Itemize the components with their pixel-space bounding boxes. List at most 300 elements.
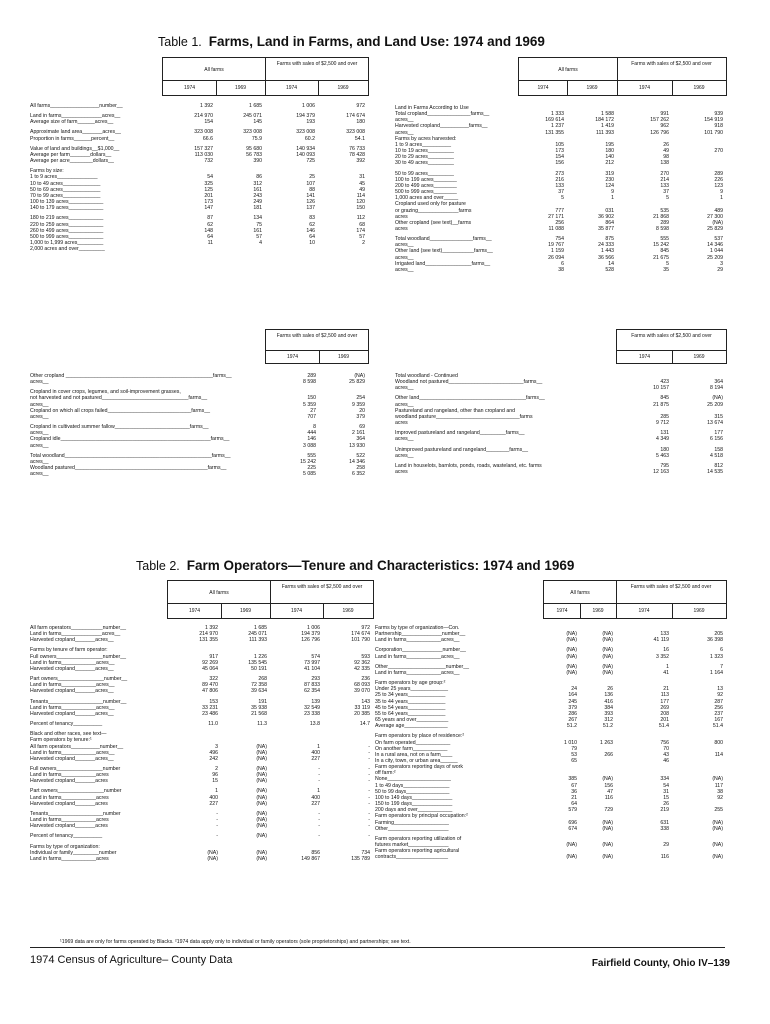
row-value: (NA) — [602, 776, 613, 783]
row-value: (NA) — [712, 819, 723, 826]
row-label: acres — [395, 420, 408, 427]
row-value: 323 008 — [296, 129, 315, 136]
row-value: 27 300 — [707, 213, 723, 220]
row-value: 707 — [307, 413, 316, 420]
row-label: 50 to 99 acres_________ — [395, 170, 454, 177]
row-value: 24 — [571, 686, 577, 693]
row-value: 219 — [660, 807, 669, 814]
row-value: 180 — [356, 119, 365, 126]
row-value: 37 — [558, 189, 564, 196]
row-value: 972 — [356, 103, 365, 109]
row-value: (NA) — [602, 819, 613, 826]
row-value: 9 712 — [656, 420, 669, 427]
row-value: 845 — [660, 248, 669, 255]
row-value: (NA) — [256, 788, 267, 795]
row-value: 8 598 — [656, 225, 669, 232]
row-value: 126 — [306, 199, 315, 206]
header-sales: Farms with sales of $2,500 and over — [276, 333, 358, 339]
row-value — [264, 246, 317, 252]
row-label: acres__ — [395, 254, 414, 261]
row-value: 1 392 — [205, 625, 218, 631]
row-label: Farming___________________ — [375, 819, 449, 826]
row-value: - — [368, 833, 370, 840]
row-value: 45 064 — [202, 665, 218, 672]
row-value: 237 — [714, 710, 723, 717]
row-value: 38 — [717, 788, 723, 795]
row-value: - — [216, 833, 218, 840]
row-value: 312 — [604, 717, 613, 724]
row-label: 140 to 179 acres____________ — [30, 205, 104, 212]
table1-left-header — [162, 57, 369, 96]
row-label: Farms by size: — [30, 168, 64, 175]
row-value: 16 — [663, 647, 669, 654]
row-label: 100 to 199 acres________ — [395, 176, 457, 183]
row-value: 39 070 — [354, 688, 370, 695]
row-label: acres__ — [395, 242, 414, 249]
row-value: (NA) — [256, 772, 267, 779]
row-value: - — [368, 755, 370, 762]
header-sales: Farms with sales of $2,500 and over — [276, 61, 358, 67]
row-value: 98 — [663, 154, 669, 161]
row-value: 54 — [207, 174, 213, 181]
row-value: 54 — [663, 782, 669, 789]
header-1974: 1974 — [638, 85, 651, 91]
row-value: 14 535 — [707, 469, 723, 476]
row-label: Part owners________________number — [30, 788, 122, 795]
header-1974: 1974 — [537, 85, 549, 91]
row-value: 177 — [660, 698, 669, 705]
row-value: 174 674 — [346, 113, 365, 120]
row-value: 117 — [714, 782, 723, 789]
row-label: acres__ — [395, 452, 414, 459]
row-label: Land in farms____________acres — [30, 772, 109, 779]
row-value: 148 — [204, 227, 213, 234]
row-value: 174 — [356, 227, 365, 234]
row-value: 1 226 — [254, 653, 267, 660]
row-value: 46 — [663, 757, 669, 764]
row-value: (NA) — [256, 755, 267, 762]
row-value: 225 — [307, 465, 316, 472]
row-label: Harvested cropland_______acres__ — [30, 755, 114, 762]
row-value: 19 767 — [548, 242, 564, 249]
row-label: futures market______________ — [375, 842, 449, 848]
row-value: 49 — [359, 186, 365, 193]
row-value: 92 362 — [354, 659, 370, 666]
row-value: 256 — [555, 219, 564, 226]
row-value: 245 071 — [243, 113, 262, 120]
row-value: 76 733 — [349, 145, 365, 152]
row-value: 161 — [253, 227, 262, 234]
row-label: Farm operators reporting agricultural — [375, 848, 460, 855]
row-value: 254 — [356, 395, 365, 402]
row-value: 214 970 — [199, 631, 218, 638]
header-all-farms: All farms — [558, 67, 578, 73]
row-value: 15 242 — [653, 242, 669, 249]
row-value: 379 — [568, 704, 577, 711]
row-value: 57 — [256, 233, 262, 240]
row-label: Harvested cropland_______acres — [30, 778, 108, 785]
row-value: 15 242 — [300, 458, 316, 465]
row-label: Part owners________________number__ — [30, 676, 128, 683]
row-label: Average age_______________ — [375, 723, 448, 730]
row-value: 390 — [253, 158, 262, 165]
row-value: 62 — [309, 221, 315, 228]
row-value: 4 — [259, 239, 262, 246]
row-value: 105 — [555, 141, 564, 148]
row-value: (NA) — [712, 776, 723, 783]
row-value: 3 — [720, 260, 723, 267]
row-value: 73 997 — [304, 659, 320, 666]
row-value: 133 — [660, 631, 669, 638]
row-value: - — [368, 743, 370, 750]
row-value: 87 — [207, 215, 213, 222]
row-label: Cropland in cover crops, legumes, and soil-improvement grasses, — [30, 389, 181, 396]
row-value: 64 — [571, 801, 577, 808]
row-value: 334 — [660, 776, 669, 783]
header-1969: 1969 — [239, 608, 252, 614]
row-value: 107 — [306, 180, 315, 187]
row-value: 270 — [714, 148, 723, 155]
row-label: 200 to 499 acres________ — [395, 182, 457, 189]
row-value: 89 470 — [202, 682, 218, 689]
row-value: (NA) — [207, 855, 218, 862]
row-value: 68 093 — [354, 682, 370, 689]
row-value: 24 333 — [598, 242, 614, 249]
row-value: 147 — [204, 205, 213, 212]
row-value: 20 385 — [354, 710, 370, 717]
row-value: 53 — [571, 751, 577, 758]
row-value: (NA) — [712, 219, 723, 226]
row-value: 325 — [204, 180, 213, 187]
row-value: 579 — [568, 807, 577, 814]
table1-right-body — [395, 105, 725, 273]
row-value: 180 — [660, 446, 669, 453]
row-value: 131 355 — [545, 129, 564, 136]
row-label: Harvested cropland_______acres__ — [30, 637, 114, 644]
header-all-farms: All farms — [204, 67, 224, 73]
row-label: Other_____________________ — [375, 825, 449, 832]
row-value: 92 269 — [202, 659, 218, 666]
row-label: acres__ — [395, 129, 414, 136]
row-value: 1 — [215, 788, 218, 795]
row-label: Land in farms____________acres__ — [375, 669, 460, 676]
row-label: Harvested cropland_______acres__ — [30, 665, 114, 672]
table-row — [375, 854, 725, 860]
row-value: 66.6 — [202, 135, 213, 142]
row-value: (NA) — [602, 825, 613, 832]
row-value: 031 — [605, 207, 614, 214]
row-value: 133 — [660, 182, 669, 189]
row-value: 56 783 — [246, 151, 262, 158]
row-value: 51.4 — [658, 723, 669, 730]
row-value: 800 — [714, 739, 723, 746]
row-label: Full owners________________number — [30, 765, 121, 772]
row-value: 528 — [605, 266, 614, 273]
row-value: 312 — [253, 180, 262, 187]
row-value: 5 085 — [303, 471, 316, 478]
row-label: 200 days and over____________ — [375, 807, 453, 814]
row-value: 193 — [306, 119, 315, 126]
row-value: - — [368, 817, 370, 824]
table2-title — [136, 558, 574, 573]
row-label: acres__ — [30, 442, 49, 449]
row-value: 917 — [209, 653, 218, 660]
row-value: 270 — [660, 170, 669, 177]
header-1974: 1974 — [638, 608, 650, 614]
row-value: - — [318, 833, 320, 840]
row-label: acres__ — [395, 436, 414, 443]
row-value: 27 — [310, 407, 316, 414]
row-label: 70 to 99 acres_____________ — [30, 192, 101, 199]
row-value: 1 — [317, 788, 320, 795]
row-value: 154 — [555, 154, 564, 161]
row-label: acres__ — [395, 266, 414, 273]
row-value: (NA) — [256, 833, 267, 840]
row-value: 29 — [663, 842, 669, 848]
row-value: 139 — [311, 698, 320, 705]
row-value: - — [216, 823, 218, 830]
row-value: 69 — [359, 424, 365, 431]
row-label: Individual or family_________number — [30, 849, 117, 856]
row-label: Farm operators by age group:² — [375, 680, 446, 687]
row-value: 255 — [714, 807, 723, 814]
row-value: 75 — [256, 221, 262, 228]
row-label: Land in farms____________acres__ — [30, 704, 115, 711]
row-value: 20 — [359, 407, 365, 414]
row-value: (NA) — [256, 794, 267, 801]
table-row — [30, 246, 367, 252]
header-1974: 1974 — [638, 354, 651, 360]
row-value: 101 790 — [351, 637, 370, 644]
row-value: - — [318, 817, 320, 824]
row-value: 8 598 — [303, 379, 316, 386]
row-value: (NA) — [602, 854, 613, 861]
row-value: 379 — [356, 413, 365, 420]
row-value: 39 634 — [251, 688, 267, 695]
row-value: 126 796 — [650, 129, 669, 136]
row-value: 83 — [309, 215, 315, 222]
row-value: 322 — [209, 676, 218, 683]
row-value: 96 — [212, 772, 218, 779]
row-value: 6 156 — [710, 436, 723, 443]
row-value: (NA) — [566, 631, 577, 638]
row-value: 444 — [307, 430, 316, 437]
row-label: Other cropland ___________________________________________________farms__ — [30, 373, 232, 379]
row-label: Farm operators reporting utilization of — [375, 835, 462, 842]
row-label: On another farm____________ — [375, 745, 448, 752]
row-value: 173 — [555, 148, 564, 155]
header-1969: 1969 — [693, 354, 705, 360]
row-value: 133 — [555, 182, 564, 189]
row-value: 385 — [568, 776, 577, 783]
row-value: 35 — [663, 266, 669, 273]
row-value: 25 829 — [349, 379, 365, 386]
row-value: (NA) — [566, 669, 577, 676]
row-value: 1 443 — [601, 248, 614, 255]
row-value: 68 — [359, 221, 365, 228]
row-label: Land in farms______________acres__ — [30, 631, 121, 638]
row-value: - — [216, 817, 218, 824]
row-value: 140 — [605, 154, 614, 161]
row-value: 21 868 — [653, 213, 669, 220]
row-value: 423 — [660, 379, 669, 386]
row-value: 27 171 — [548, 213, 564, 220]
row-value: 939 — [714, 111, 723, 118]
row-value: 181 — [253, 205, 262, 212]
row-value: 169 614 — [545, 117, 564, 124]
row-value: 177 — [714, 430, 723, 437]
row-value: 36 566 — [598, 254, 614, 261]
row-value: 4 518 — [710, 452, 723, 459]
row-value: 535 — [660, 207, 669, 214]
row-value: 1 419 — [601, 123, 614, 130]
row-value: 131 — [660, 430, 669, 437]
row-value: 164 — [568, 692, 577, 699]
row-value: 54.1 — [354, 135, 365, 142]
row-value: 8 194 — [710, 385, 723, 392]
row-label: 65 years and over___________ — [375, 717, 449, 724]
row-label: Harvested cropland_______acres — [30, 800, 108, 807]
row-value: 1 263 — [600, 739, 613, 746]
row-value: (NA) — [566, 637, 577, 644]
row-value: 75.9 — [251, 135, 262, 142]
row-label: acres — [395, 469, 408, 476]
row-value: (NA) — [566, 663, 577, 670]
header-1969: 1969 — [234, 85, 247, 91]
row-label: acres — [395, 213, 408, 220]
row-label: Woodland pastured______________________________________________farms__ — [30, 465, 227, 472]
row-value: 875 — [605, 236, 614, 243]
row-value: 21 — [663, 686, 669, 693]
row-value: - — [368, 772, 370, 779]
header-all-farms: All farms — [209, 590, 229, 596]
row-value: 1 164 — [710, 669, 723, 676]
row-value: 392 — [356, 158, 365, 165]
row-value: 1 010 — [564, 739, 577, 746]
row-value: 1 — [666, 663, 669, 670]
row-value: 537 — [714, 236, 723, 243]
row-value: (NA) — [602, 653, 613, 660]
row-value: 194 379 — [301, 631, 320, 638]
header-1974: 1974 — [183, 85, 196, 91]
row-value: 214 — [660, 176, 669, 183]
row-value: 812 — [714, 462, 723, 469]
row-value: 114 — [356, 192, 365, 199]
row-value: 25 829 — [707, 225, 723, 232]
row-value: - — [368, 800, 370, 807]
row-value: 195 — [605, 141, 614, 148]
row-value: 14.7 — [359, 721, 370, 728]
row-value: 216 — [555, 176, 564, 183]
row-value: 154 — [204, 119, 213, 126]
footer-right: Fairfield County, Ohio IV–139 — [591, 958, 730, 969]
row-value: 732 — [204, 158, 213, 165]
row-value: 489 — [714, 207, 723, 214]
row-label: Corporation______________number__ — [375, 647, 466, 654]
row-label: or grazing______________farms — [395, 207, 472, 214]
row-value: 696 — [568, 819, 577, 826]
row-value: 25 — [309, 174, 315, 181]
row-value: 21 568 — [251, 710, 267, 717]
row-value: 6 — [561, 260, 564, 267]
row-value: (NA) — [712, 842, 723, 848]
row-value: 574 — [311, 653, 320, 660]
row-value: (NA) — [256, 849, 267, 856]
row-value: 135 545 — [248, 659, 267, 666]
row-value: 242 — [209, 755, 218, 762]
row-value: 37 — [663, 189, 669, 196]
header-sales: Farms with sales of $2,500 and over — [631, 61, 712, 67]
row-value: 41 119 — [653, 637, 669, 644]
row-value: - — [318, 765, 320, 772]
row-value: 1 159 — [551, 248, 564, 255]
row-value: 42 335 — [354, 665, 370, 672]
row-label: Average per farm_______dollars__ — [30, 151, 112, 158]
row-value: 1 006 — [307, 625, 320, 631]
row-value: 143 — [361, 698, 370, 705]
row-label: Farms by type of organization: — [30, 843, 100, 850]
row-label: Under 25 years_____________ — [375, 686, 448, 693]
row-value: 8 — [313, 424, 316, 431]
row-value: 338 — [660, 825, 669, 832]
row-value: 5 — [666, 195, 669, 202]
row-value: 64 — [207, 233, 213, 240]
row-value: 3 352 — [656, 653, 669, 660]
row-label: 260 to 499 acres____________ — [30, 227, 104, 234]
row-value: 416 — [604, 698, 613, 705]
row-label: Average per acre________dollars__ — [30, 158, 114, 165]
row-value: 112 — [356, 215, 365, 222]
row-value: - — [368, 765, 370, 772]
row-value — [215, 246, 264, 252]
row-label: 35 to 44 years_____________ — [375, 698, 446, 705]
row-value: 1 — [611, 195, 614, 202]
row-value: 114 — [714, 751, 723, 758]
row-label: In a rural area, not on a farm____ — [375, 751, 453, 758]
row-value: 145 — [253, 119, 262, 126]
row-value: 273 — [555, 170, 564, 177]
row-label: 220 to 259 acres____________ — [30, 221, 104, 228]
row-label: Total woodland_______________farms__ — [395, 236, 492, 243]
row-value: (NA) — [712, 825, 723, 832]
row-label: Land in farms____________acres__ — [375, 637, 460, 644]
row-value: 208 — [660, 710, 669, 717]
row-value: (NA) — [256, 855, 267, 862]
row-value: 1 044 — [710, 248, 723, 255]
table2-title-text: Farm Operators—Tenure and Characteristics: 1974 and 1969 — [186, 558, 575, 573]
row-value: 41 — [663, 669, 669, 676]
row-value: 754 — [555, 236, 564, 243]
row-value: 364 — [714, 379, 723, 386]
table2-right-body — [375, 625, 725, 860]
table1-right-header — [518, 57, 727, 96]
row-value: 856 — [311, 849, 320, 856]
row-value: 51.4 — [712, 723, 723, 730]
row-value: 11.3 — [257, 721, 267, 728]
row-value: - — [368, 823, 370, 830]
row-value: 72 358 — [251, 682, 267, 689]
row-value: 243 — [253, 192, 262, 199]
row-value: 57 — [359, 233, 365, 240]
row-label: 150 to 199 days______________ — [375, 801, 453, 808]
row-value: (NA) — [566, 653, 577, 660]
row-value: 36 902 — [598, 213, 614, 220]
row-value: 135 789 — [351, 855, 370, 862]
row-value: 120 — [356, 199, 365, 206]
row-label: Harvested cropland_______acres__ — [30, 688, 114, 695]
row-value: 15 — [212, 778, 218, 785]
row-value: 70 — [663, 745, 669, 752]
